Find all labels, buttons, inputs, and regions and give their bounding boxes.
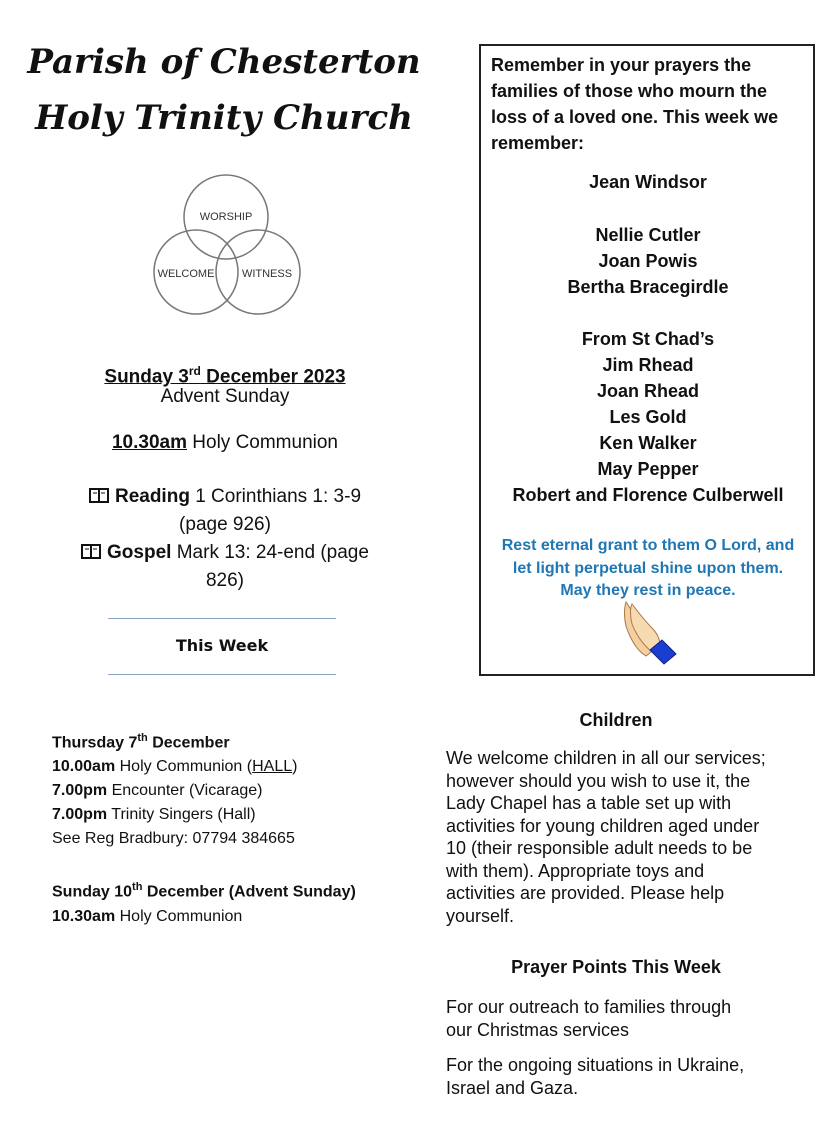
- contact-line: See Reg Bradbury: 07794 384665: [52, 830, 295, 848]
- logo-worship-text: WORSHIP: [199, 211, 253, 223]
- list-item: Les Gold: [609, 407, 687, 427]
- service-date: Sunday 3rd December 2023: [104, 364, 346, 388]
- divider-bottom: [108, 674, 336, 675]
- list-item: Jim Rhead: [602, 355, 694, 375]
- day-heading: Sunday 10th December (Advent Sunday): [52, 881, 356, 901]
- logo-welcome-text: WELCOME: [157, 268, 215, 280]
- prayer-point-2: For the ongoing situations in Ukraine, Israel and Gaza.: [446, 1055, 745, 1098]
- worship-welcome-witness-logo: [136, 160, 316, 315]
- blessing-text: Rest eternal grant to them O Lord, and let light perpetual shine upon them. May they rest in peace.: [501, 537, 795, 599]
- reading-line: Reading 1 Corinthians 1: 3-9 (page 926): [40, 483, 410, 539]
- church-title: Holy Trinity Church: [35, 98, 413, 138]
- list-item: Joan Rhead: [596, 381, 700, 401]
- list-item: Nellie Cutler: [595, 225, 701, 245]
- list-item: May Pepper: [597, 459, 699, 479]
- day-heading: Thursday 7th December: [52, 732, 230, 752]
- logo-witness-text: WITNESS: [241, 268, 293, 280]
- divider-top: [108, 618, 336, 619]
- book-icon: [81, 540, 101, 555]
- list-item: From St Chad’s: [581, 329, 715, 349]
- list-item: Ken Walker: [599, 433, 697, 453]
- list-item: 10.00am Holy Communion (HALL): [52, 758, 298, 776]
- children-line-6: with them). Appropriate toys and: [446, 860, 705, 881]
- names-group-3: [481, 326, 815, 508]
- praying-hands-icon: [616, 598, 682, 666]
- list-item: 7.00pm Encounter (Vicarage): [52, 782, 263, 800]
- names-group-1: [481, 169, 815, 195]
- children-text: We welcome children in all our services; however should you wish to use it, the Lady Chapel has a table set up with activities for young children aged under 10 (their responsible adult needs to be with them). Appropriate toys and activities are provided. Please help yourself.: [446, 747, 790, 927]
- gospel-line: Gospel Mark 13: 24-end (page 826): [40, 539, 410, 595]
- children-heading: Children: [579, 710, 653, 730]
- this-week-heading: This Week: [175, 636, 269, 655]
- prayer-point-1: For our outreach to families through our Christmas services: [446, 997, 732, 1040]
- names-group-2: [481, 222, 815, 300]
- service-occasion: Advent Sunday: [160, 386, 290, 407]
- list-item: Joan Powis: [598, 251, 698, 271]
- this-week-list: [52, 726, 432, 929]
- list-item: Bertha Bracegirdle: [567, 277, 729, 297]
- book-icon: [89, 484, 109, 499]
- list-item: 7.00pm Trinity Singers (Hall): [52, 806, 256, 824]
- list-item: 10.30am Holy Communion: [52, 907, 243, 925]
- prayer-points-heading: Prayer Points This Week: [511, 957, 721, 977]
- list-item: Robert and Florence Culberwell: [512, 485, 784, 505]
- list-item: Jean Windsor: [589, 172, 707, 192]
- parish-title: Parish of Chesterton: [27, 42, 421, 82]
- prayers-intro: Remember in your prayers the families of those who mourn the loss of a loved one. This week we remember:: [491, 55, 779, 153]
- service-time-line: 10.30am Holy Communion: [111, 432, 338, 453]
